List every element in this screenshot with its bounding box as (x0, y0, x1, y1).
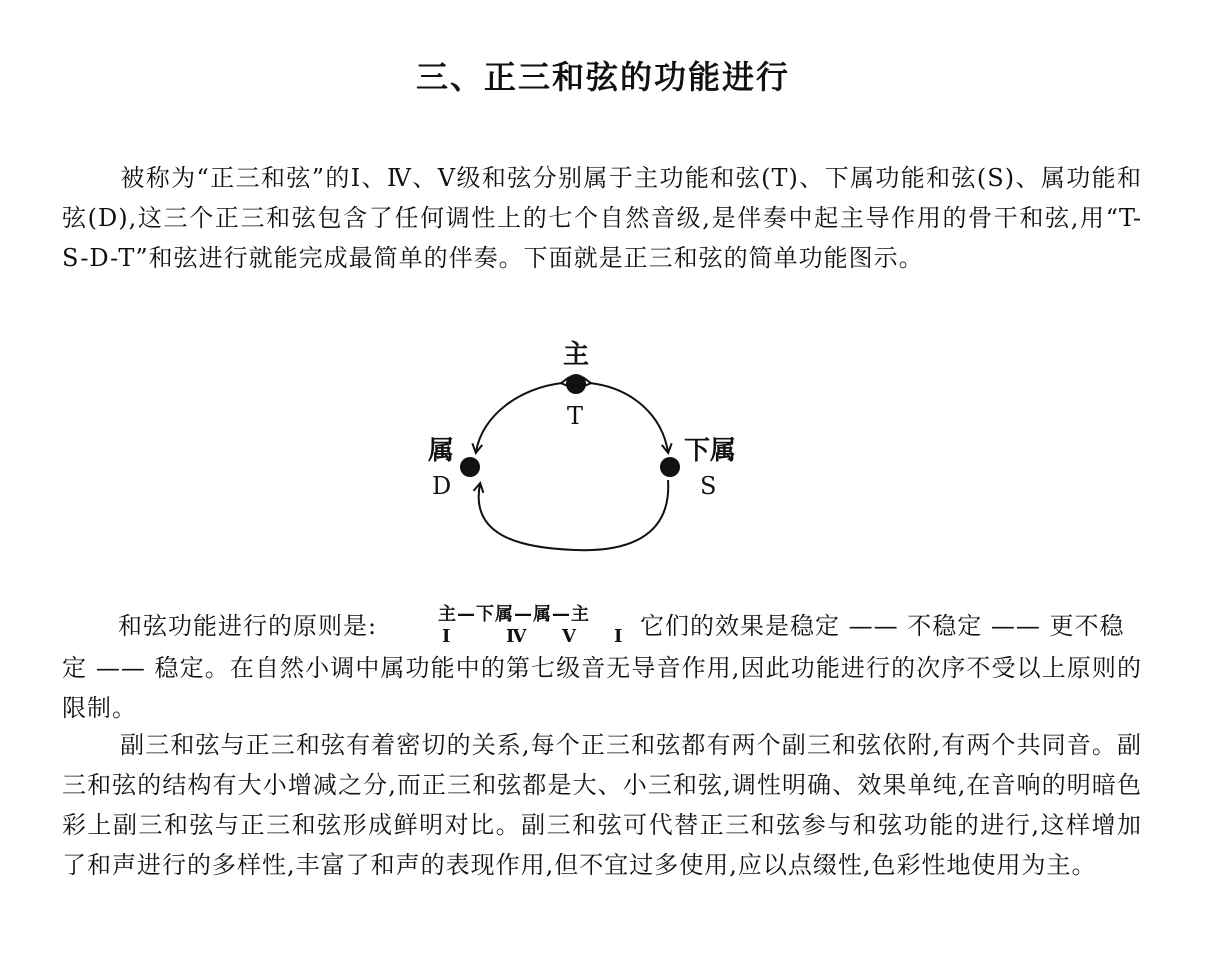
subdominant-label: 下属 (684, 436, 737, 466)
dominant-label: 属 (428, 436, 455, 466)
chain-numeral-2: Ⅳ (506, 626, 528, 647)
arrow-tonic-to-subdominant (590, 383, 668, 452)
intro-paragraph-text: 被称为“正三和弦”的Ⅰ、Ⅳ、Ⅴ级和弦分别属于主功能和弦(T)、下属功能和弦(S)、属功能和弦(D),这三个正三和弦包含了任何调性上的七个自然音级,是伴奏中起主导作用的骨干和弦,用“T-S-D-T”和弦进行就能完成最简单的伴奏。下面就是正三和弦的简单功能图示。 (62, 164, 1142, 272)
secondary-chords-paragraph (62, 725, 1142, 885)
tonic-letter: T (567, 402, 584, 430)
arrow-subdominant-to-dominant (479, 480, 669, 550)
section-title: 三、正三和弦的功能进行 (415, 58, 790, 96)
function-chain (438, 600, 638, 652)
dominant-node (460, 457, 480, 477)
subdominant-node (660, 457, 680, 477)
principle-intro: 和弦功能进行的原则是: (118, 612, 378, 640)
intro-paragraph (62, 158, 1142, 278)
chain-numeral-3: Ⅴ (562, 626, 577, 647)
chain-functions: 主—下属—属—主 (438, 604, 590, 625)
principle-continuation: 定 —— 稳定。在自然小调中属功能中的第七级音无导音作用,因此功能进行的次序不受以上原则的限制。 (62, 654, 1142, 722)
chain-numeral-4: Ⅰ (614, 626, 624, 647)
function-cycle-svg (400, 330, 800, 570)
chain-numeral-1: Ⅰ (442, 626, 452, 647)
principle-effect: 它们的效果是稳定 —— 不稳定 —— 更不稳 (640, 612, 1125, 640)
function-diagram (400, 330, 800, 570)
arrow-tonic-to-dominant (476, 383, 562, 452)
subdominant-letter: S (700, 472, 717, 500)
secondary-chords-text: 副三和弦与正三和弦有着密切的关系,每个正三和弦都有两个副三和弦依附,有两个共同音。副三和弦的结构有大小增减之分,而正三和弦都是大、小三和弦,调性明确、效果单纯,在音响的明暗色彩上副三和弦与正三和弦形成鲜明对比。副三和弦可代替正三和弦参与和弦功能的进行,这样增加了和声进行的多样性,丰富了和声的表现作用,但不宜过多使用,应以点缀性,色彩性地使用为主。 (62, 731, 1142, 879)
tonic-label: 主 (563, 340, 590, 370)
tonic-node (566, 374, 586, 394)
dominant-letter: D (432, 472, 452, 500)
